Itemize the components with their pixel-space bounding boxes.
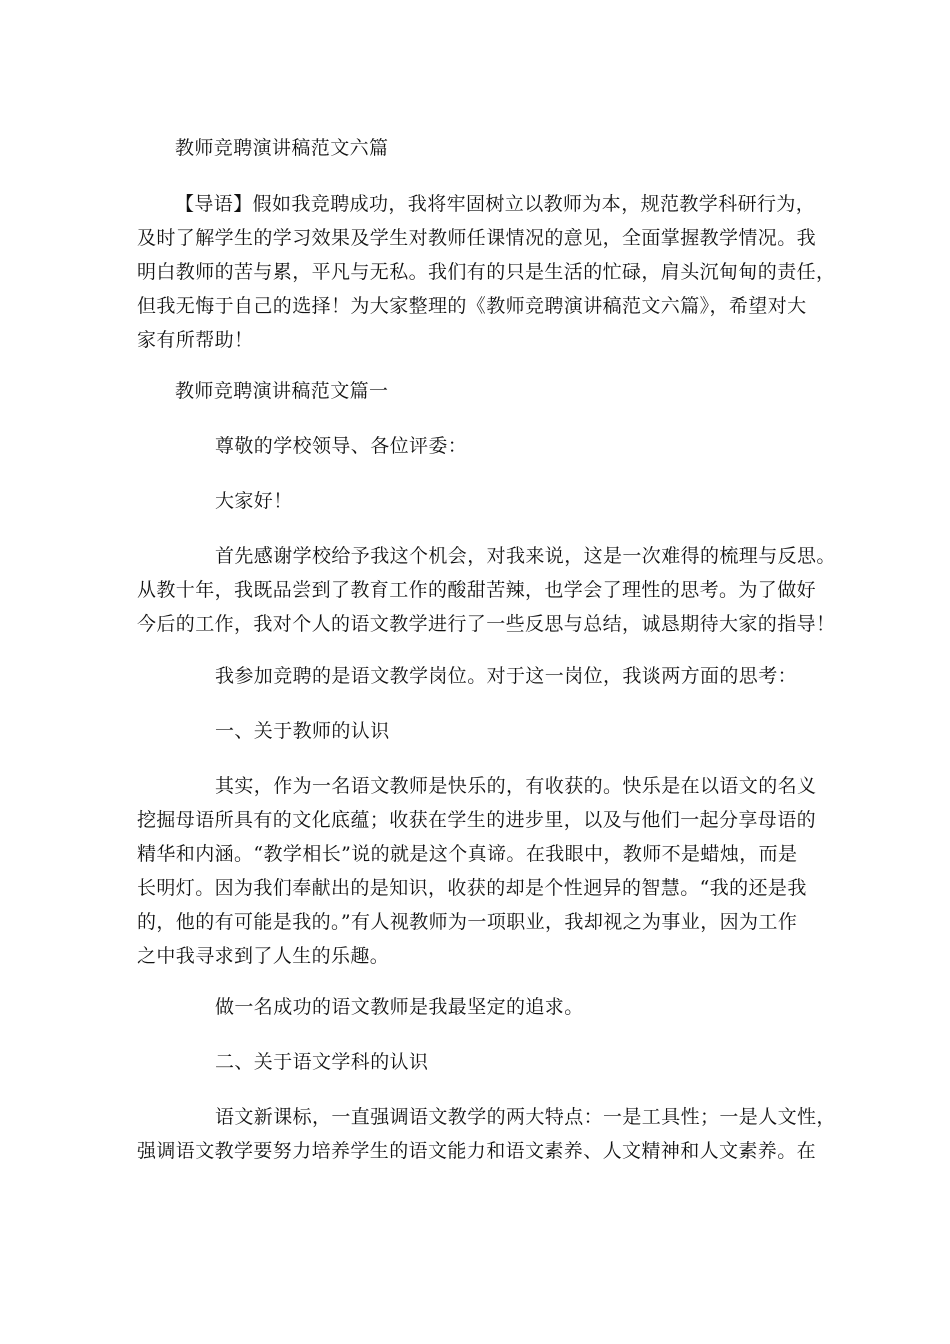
paragraph-line: 精华和内涵。“教学相长”说的就是这个真谛。在我眼中，教师不是蜡烛，而是 [137,843,798,865]
paragraph-line: 今后的工作，我对个人的语文教学进行了一些反思与总结，诚恳期待大家的指导！ [137,613,836,635]
paragraph-line: 的，他的有可能是我的。”有人视教师为一项职业，我却视之为事业，因为工作 [137,911,798,933]
paragraph: 做一名成功的语文教师是我最坚定的追求。 [215,996,584,1018]
paragraph-line: 语文新课标，一直强调语文教学的两大特点：一是工具性；一是人文性， [215,1106,836,1128]
section-heading: 二、关于语文学科的认识 [215,1051,429,1073]
intro-line: 但我无悔于自己的选择！为大家整理的《教师竞聘演讲稿范文六篇》，希望对大 [137,295,807,317]
paragraph-line: 长明灯。因为我们奉献出的是知识，收获的却是个性迥异的智慧。“我的还是我 [137,877,807,899]
greeting: 大家好！ [215,490,293,512]
paragraph-line: 其实，作为一名语文教师是快乐的，有收获的。快乐是在以语文的名义 [215,775,817,797]
intro-line: 【导语】假如我竞聘成功，我将牢固树立以教师为本，规范教学科研行为， [175,193,816,215]
paragraph-line: 从教十年，我既品尝到了教育工作的酸甜苦辣，也学会了理性的思考。为了做好 [137,579,817,601]
paragraph-line: 挖掘母语所具有的文化底蕴；收获在学生的进步里，以及与他们一起分享母语的 [137,809,817,831]
salutation: 尊敬的学校领导、各位评委： [215,435,468,457]
document-title: 教师竞聘演讲稿范文六篇 [175,137,389,159]
paragraph: 我参加竞聘的是语文教学岗位。对于这一岗位，我谈两方面的思考： [215,665,798,687]
section-title: 教师竞聘演讲稿范文篇一 [175,380,389,402]
paragraph-line: 之中我寻求到了人生的乐趣。 [137,945,390,967]
paragraph-line: 强调语文教学要努力培养学生的语文能力和语文素养、人文精神和人文素养。在 [137,1140,817,1162]
intro-line: 家有所帮助！ [137,329,254,351]
paragraph-line: 首先感谢学校给予我这个机会，对我来说，这是一次难得的梳理与反思。 [215,545,836,567]
intro-line: 及时了解学生的学习效果及学生对教师任课情况的意见，全面掌握教学情况。我 [137,227,817,249]
intro-line: 明白教师的苦与累，平凡与无私。我们有的只是生活的忙碌，肩头沉甸甸的责任， [137,261,836,283]
section-heading: 一、关于教师的认识 [215,720,390,742]
